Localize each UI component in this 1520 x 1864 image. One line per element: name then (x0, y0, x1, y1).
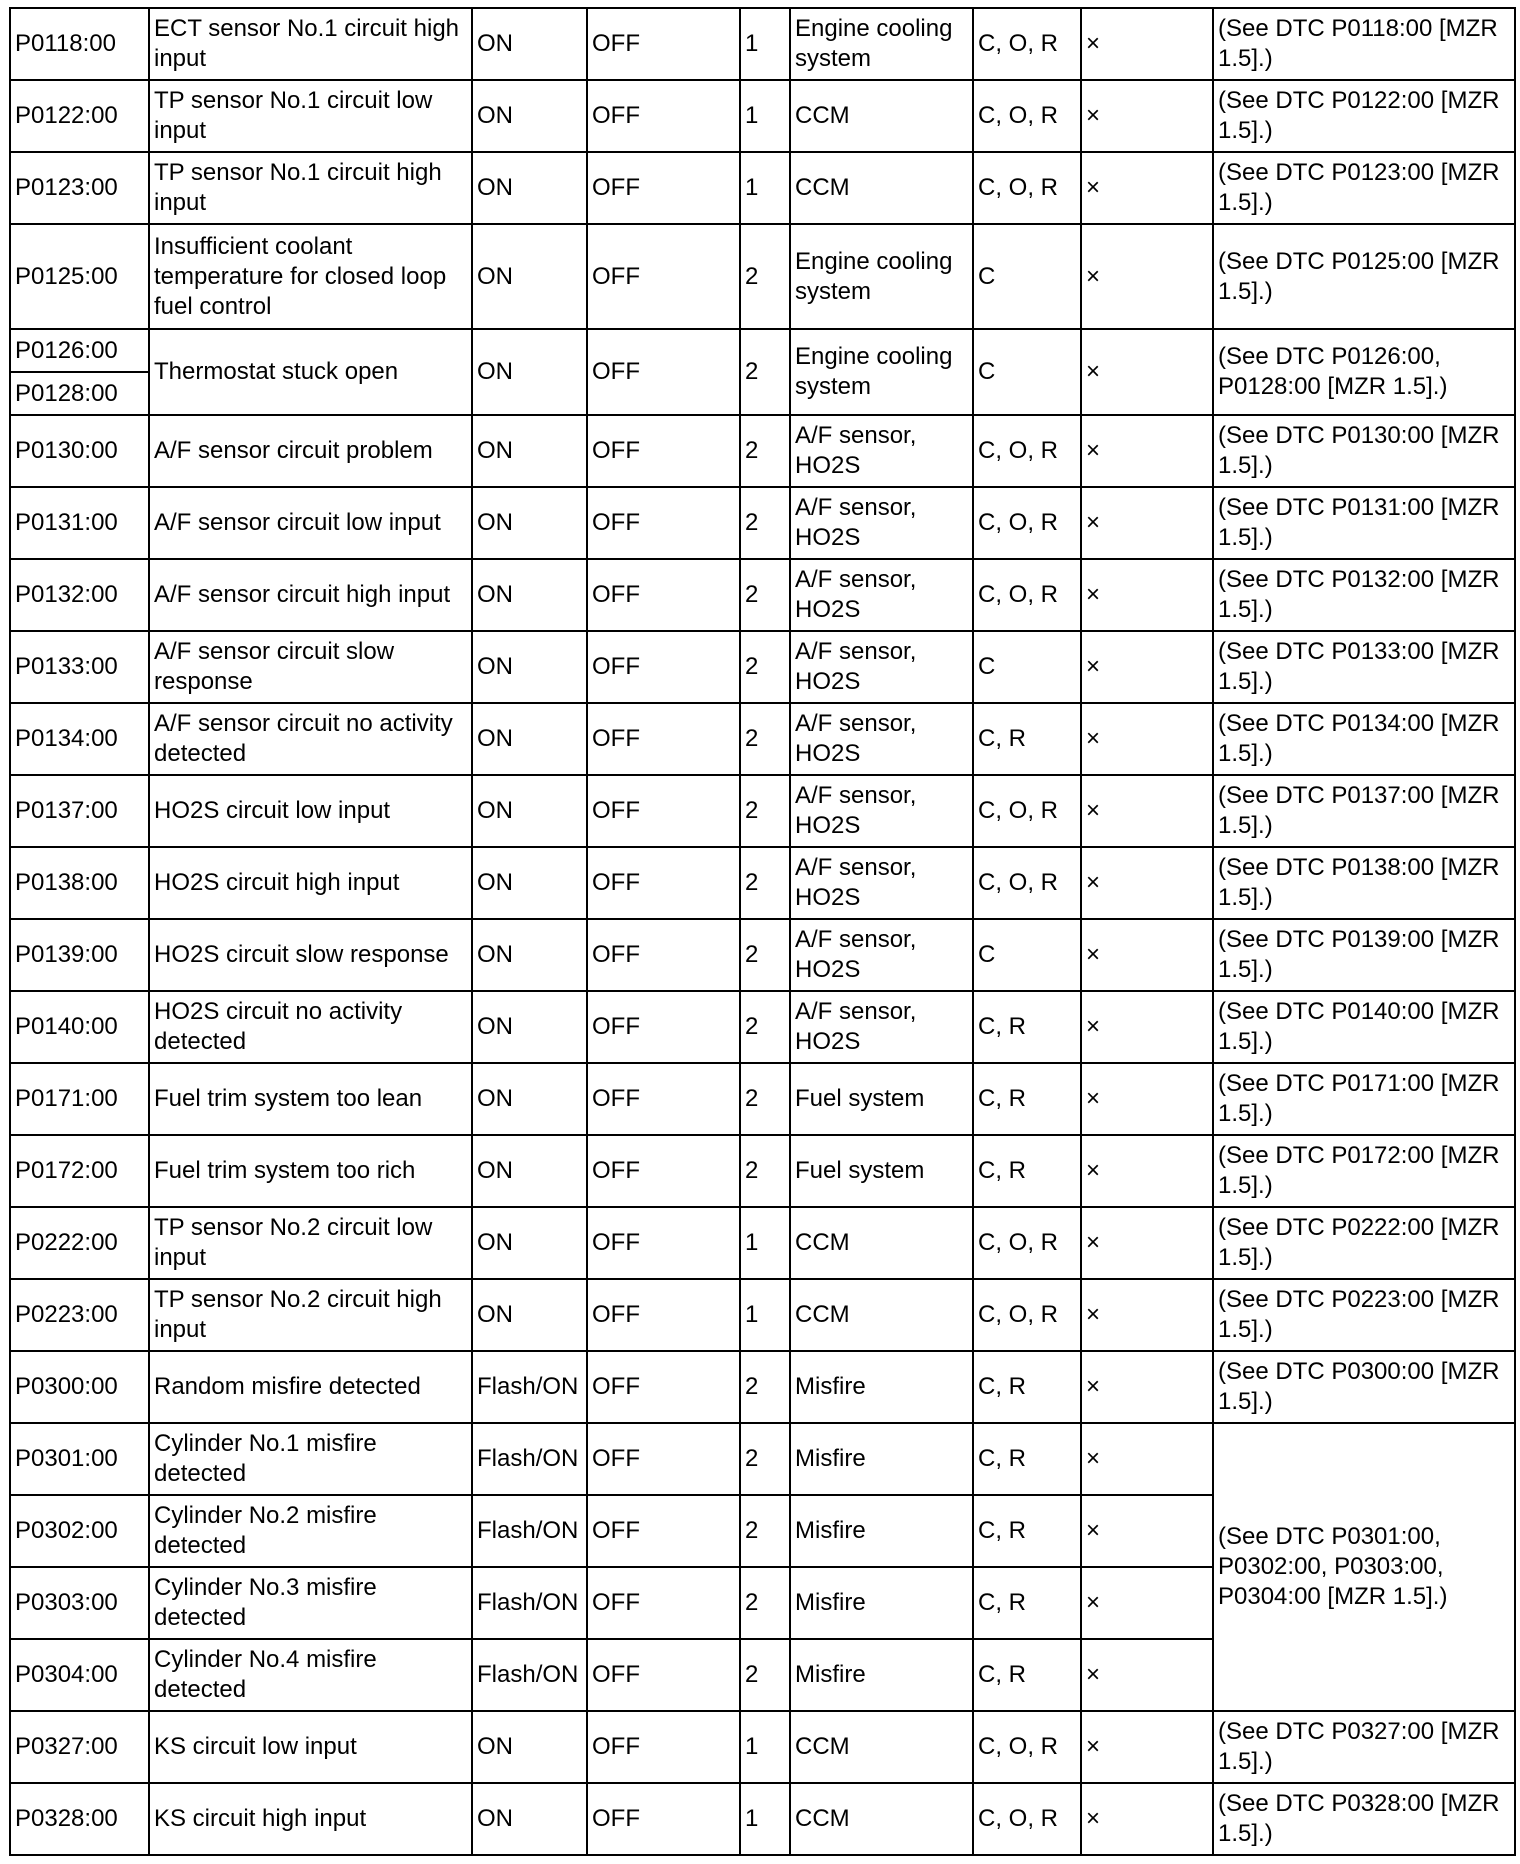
mil-status: ON (472, 224, 587, 329)
drive-status: OFF (587, 919, 740, 991)
dtc-description: Fuel trim system too lean (149, 1063, 472, 1135)
monitor-item: A/F sensor, HO2S (790, 487, 973, 559)
dtc-type: C (973, 919, 1081, 991)
reference-link[interactable]: (See DTC P0138:00 [MZR 1.5].) (1213, 847, 1515, 919)
reference-link[interactable]: (See DTC P0122:00 [MZR 1.5].) (1213, 80, 1515, 152)
monitor-item: Misfire (790, 1423, 973, 1495)
table-row (10, 919, 1515, 991)
monitor-item: CCM (790, 152, 973, 224)
trip-count: 2 (740, 224, 790, 329)
dtc-table (9, 7, 1516, 1856)
monitor-item: CCM (790, 1783, 973, 1855)
dtc-type: C, O, R (973, 152, 1081, 224)
drive-status: OFF (587, 329, 740, 415)
dtc-code: P0172:00 (10, 1135, 149, 1207)
dtc-type: C, O, R (973, 775, 1081, 847)
table-row (10, 1351, 1515, 1423)
monitor-item: CCM (790, 80, 973, 152)
dtc-code: P0134:00 (10, 703, 149, 775)
mil-status: ON (472, 631, 587, 703)
dtc-description: ECT sensor No.1 circuit high input (149, 8, 472, 80)
mil-status: ON (472, 1207, 587, 1279)
mil-status: ON (472, 1135, 587, 1207)
reference-link[interactable]: (See DTC P0130:00 [MZR 1.5].) (1213, 415, 1515, 487)
dtc-code: P0304:00 (10, 1639, 149, 1711)
reference-link[interactable]: (See DTC P0123:00 [MZR 1.5].) (1213, 152, 1515, 224)
dtc-code: P0128:00 (10, 372, 149, 415)
drive-status: OFF (587, 847, 740, 919)
mil-status: ON (472, 847, 587, 919)
dtc-type: C, R (973, 1495, 1081, 1567)
table-row (10, 847, 1515, 919)
mark-cell: × (1081, 1423, 1213, 1495)
table-row (10, 8, 1515, 80)
trip-count: 2 (740, 1423, 790, 1495)
drive-status: OFF (587, 703, 740, 775)
drive-status: OFF (587, 152, 740, 224)
reference-link[interactable]: (See DTC P0327:00 [MZR 1.5].) (1213, 1711, 1515, 1783)
dtc-type: C, O, R (973, 1711, 1081, 1783)
dtc-type: C, O, R (973, 415, 1081, 487)
monitor-item: A/F sensor, HO2S (790, 991, 973, 1063)
dtc-code: P0125:00 (10, 224, 149, 329)
mark-cell: × (1081, 1639, 1213, 1711)
table-row (10, 991, 1515, 1063)
dtc-type: C, O, R (973, 1279, 1081, 1351)
table-row (10, 1711, 1515, 1783)
trip-count: 1 (740, 1711, 790, 1783)
dtc-code: P0303:00 (10, 1567, 149, 1639)
dtc-description: Cylinder No.4 misfire detected (149, 1639, 472, 1711)
dtc-code: P0140:00 (10, 991, 149, 1063)
trip-count: 2 (740, 487, 790, 559)
dtc-code: P0300:00 (10, 1351, 149, 1423)
mil-status: ON (472, 703, 587, 775)
drive-status: OFF (587, 1567, 740, 1639)
dtc-description: TP sensor No.1 circuit high input (149, 152, 472, 224)
dtc-description: Cylinder No.2 misfire detected (149, 1495, 472, 1567)
dtc-code: P0132:00 (10, 559, 149, 631)
monitor-item: Fuel system (790, 1135, 973, 1207)
trip-count: 2 (740, 775, 790, 847)
dtc-description: Cylinder No.1 misfire detected (149, 1423, 472, 1495)
table-row (10, 1207, 1515, 1279)
trip-count: 2 (740, 1567, 790, 1639)
mark-cell: × (1081, 1711, 1213, 1783)
mil-status: ON (472, 80, 587, 152)
reference-link[interactable]: (See DTC P0118:00 [MZR 1.5].) (1213, 8, 1515, 80)
mil-status: ON (472, 8, 587, 80)
table-row (10, 1279, 1515, 1351)
mark-cell: × (1081, 80, 1213, 152)
mark-cell: × (1081, 1063, 1213, 1135)
dtc-code: P0131:00 (10, 487, 149, 559)
dtc-type: C, R (973, 1567, 1081, 1639)
dtc-code: P0139:00 (10, 919, 149, 991)
mil-status: Flash/ON (472, 1423, 587, 1495)
dtc-type: C (973, 631, 1081, 703)
drive-status: OFF (587, 224, 740, 329)
table-row (10, 631, 1515, 703)
mil-status: ON (472, 152, 587, 224)
trip-count: 2 (740, 847, 790, 919)
dtc-description: Thermostat stuck open (149, 329, 472, 415)
reference-link[interactable]: (See DTC P0140:00 [MZR 1.5].) (1213, 991, 1515, 1063)
table-row (10, 703, 1515, 775)
reference-link[interactable]: (See DTC P0300:00 [MZR 1.5].) (1213, 1351, 1515, 1423)
dtc-type: C, R (973, 1423, 1081, 1495)
drive-status: OFF (587, 775, 740, 847)
trip-count: 2 (740, 1495, 790, 1567)
dtc-description: A/F sensor circuit high input (149, 559, 472, 631)
mil-status: ON (472, 559, 587, 631)
mark-cell: × (1081, 703, 1213, 775)
reference-link[interactable]: (See DTC P0132:00 [MZR 1.5].) (1213, 559, 1515, 631)
dtc-code: P0118:00 (10, 8, 149, 80)
dtc-type: C, O, R (973, 487, 1081, 559)
mark-cell: × (1081, 1135, 1213, 1207)
table-row (10, 415, 1515, 487)
trip-count: 1 (740, 1207, 790, 1279)
dtc-code: P0122:00 (10, 80, 149, 152)
mark-cell: × (1081, 559, 1213, 631)
dtc-code: P0222:00 (10, 1207, 149, 1279)
dtc-description: HO2S circuit no activity detected (149, 991, 472, 1063)
reference-link[interactable]: (See DTC P0171:00 [MZR 1.5].) (1213, 1063, 1515, 1135)
mil-status: Flash/ON (472, 1639, 587, 1711)
table-row (10, 559, 1515, 631)
dtc-code: P0133:00 (10, 631, 149, 703)
reference-link[interactable]: (See DTC P0139:00 [MZR 1.5].) (1213, 919, 1515, 991)
drive-status: OFF (587, 1423, 740, 1495)
dtc-code: P0327:00 (10, 1711, 149, 1783)
trip-count: 2 (740, 703, 790, 775)
mil-status: ON (472, 991, 587, 1063)
trip-count: 1 (740, 8, 790, 80)
monitor-item: A/F sensor, HO2S (790, 559, 973, 631)
monitor-item: Misfire (790, 1567, 973, 1639)
trip-count: 2 (740, 1063, 790, 1135)
dtc-description: KS circuit high input (149, 1783, 472, 1855)
dtc-type: C (973, 224, 1081, 329)
mil-status: ON (472, 487, 587, 559)
dtc-code: P0223:00 (10, 1279, 149, 1351)
trip-count: 1 (740, 80, 790, 152)
monitor-item: Fuel system (790, 1063, 973, 1135)
trip-count: 2 (740, 631, 790, 703)
monitor-item: Engine cooling system (790, 224, 973, 329)
dtc-description: Insufficient coolant temperature for closed loop fuel control (149, 224, 472, 329)
dtc-description: KS circuit low input (149, 1711, 472, 1783)
dtc-code: P0137:00 (10, 775, 149, 847)
mark-cell: × (1081, 919, 1213, 991)
dtc-type: C (973, 329, 1081, 415)
dtc-type: C, R (973, 1351, 1081, 1423)
drive-status: OFF (587, 415, 740, 487)
dtc-description: Random misfire detected (149, 1351, 472, 1423)
dtc-code: P0138:00 (10, 847, 149, 919)
dtc-description: HO2S circuit low input (149, 775, 472, 847)
reference-link[interactable]: (See DTC P0223:00 [MZR 1.5].) (1213, 1279, 1515, 1351)
monitor-item: Engine cooling system (790, 8, 973, 80)
trip-count: 1 (740, 152, 790, 224)
monitor-item: A/F sensor, HO2S (790, 919, 973, 991)
table-row (10, 1423, 1515, 1495)
drive-status: OFF (587, 8, 740, 80)
dtc-type: C, O, R (973, 8, 1081, 80)
dtc-type: C, R (973, 1639, 1081, 1711)
dtc-code: P0171:00 (10, 1063, 149, 1135)
monitor-item: Misfire (790, 1639, 973, 1711)
table-row (10, 1783, 1515, 1855)
mark-cell: × (1081, 8, 1213, 80)
dtc-type: C, R (973, 1063, 1081, 1135)
reference-link[interactable]: (See DTC P0172:00 [MZR 1.5].) (1213, 1135, 1515, 1207)
drive-status: OFF (587, 487, 740, 559)
trip-count: 1 (740, 1279, 790, 1351)
monitor-item: A/F sensor, HO2S (790, 415, 973, 487)
trip-count: 1 (740, 1783, 790, 1855)
mark-cell: × (1081, 224, 1213, 329)
drive-status: OFF (587, 991, 740, 1063)
reference-link[interactable]: (See DTC P0134:00 [MZR 1.5].) (1213, 703, 1515, 775)
reference-link[interactable]: (See DTC P0328:00 [MZR 1.5].) (1213, 1783, 1515, 1855)
dtc-code: P0301:00 (10, 1423, 149, 1495)
table-row (10, 224, 1515, 329)
trip-count: 2 (740, 991, 790, 1063)
trip-count: 2 (740, 919, 790, 991)
mil-status: ON (472, 775, 587, 847)
dtc-code: P0126:00 (10, 329, 149, 372)
reference-link[interactable]: (See DTC P0133:00 [MZR 1.5].) (1213, 631, 1515, 703)
mil-status: ON (472, 919, 587, 991)
reference-link[interactable]: (See DTC P0222:00 [MZR 1.5].) (1213, 1207, 1515, 1279)
trip-count: 2 (740, 559, 790, 631)
table-row (10, 775, 1515, 847)
dtc-type: C, O, R (973, 80, 1081, 152)
mil-status: Flash/ON (472, 1495, 587, 1567)
dtc-description: A/F sensor circuit slow response (149, 631, 472, 703)
dtc-type: C, R (973, 1135, 1081, 1207)
drive-status: OFF (587, 1711, 740, 1783)
dtc-description: TP sensor No.2 circuit high input (149, 1279, 472, 1351)
dtc-type: C, R (973, 991, 1081, 1063)
drive-status: OFF (587, 1207, 740, 1279)
mark-cell: × (1081, 152, 1213, 224)
reference-link[interactable]: (See DTC P0137:00 [MZR 1.5].) (1213, 775, 1515, 847)
mil-status: Flash/ON (472, 1567, 587, 1639)
drive-status: OFF (587, 1351, 740, 1423)
mark-cell: × (1081, 487, 1213, 559)
monitor-item: A/F sensor, HO2S (790, 847, 973, 919)
trip-count: 2 (740, 1135, 790, 1207)
table-row (10, 329, 1515, 372)
dtc-description: HO2S circuit slow response (149, 919, 472, 991)
trip-count: 2 (740, 1351, 790, 1423)
monitor-item: A/F sensor, HO2S (790, 775, 973, 847)
dtc-code: P0328:00 (10, 1783, 149, 1855)
dtc-description: A/F sensor circuit low input (149, 487, 472, 559)
dtc-description: HO2S circuit high input (149, 847, 472, 919)
table-row (10, 80, 1515, 152)
monitor-item: CCM (790, 1711, 973, 1783)
table-row (10, 487, 1515, 559)
dtc-type: C, R (973, 703, 1081, 775)
mil-status: Flash/ON (472, 1351, 587, 1423)
drive-status: OFF (587, 1639, 740, 1711)
trip-count: 2 (740, 329, 790, 415)
mark-cell: × (1081, 1279, 1213, 1351)
reference-link[interactable]: (See DTC P0125:00 [MZR 1.5].) (1213, 224, 1515, 329)
mil-status: ON (472, 329, 587, 415)
reference-link[interactable]: (See DTC P0131:00 [MZR 1.5].) (1213, 487, 1515, 559)
dtc-code: P0130:00 (10, 415, 149, 487)
dtc-code: P0123:00 (10, 152, 149, 224)
monitor-item: A/F sensor, HO2S (790, 631, 973, 703)
drive-status: OFF (587, 1063, 740, 1135)
mil-status: ON (472, 1711, 587, 1783)
mil-status: ON (472, 415, 587, 487)
dtc-description: TP sensor No.1 circuit low input (149, 80, 472, 152)
drive-status: OFF (587, 1495, 740, 1567)
mark-cell: × (1081, 1567, 1213, 1639)
mark-cell: × (1081, 329, 1213, 415)
dtc-type: C, O, R (973, 1207, 1081, 1279)
mark-cell: × (1081, 775, 1213, 847)
monitor-item: Engine cooling system (790, 329, 973, 415)
table-row (10, 1135, 1515, 1207)
dtc-description: A/F sensor circuit no activity detected (149, 703, 472, 775)
drive-status: OFF (587, 559, 740, 631)
mark-cell: × (1081, 1495, 1213, 1567)
table-row (10, 152, 1515, 224)
drive-status: OFF (587, 631, 740, 703)
monitor-item: CCM (790, 1207, 973, 1279)
monitor-item: CCM (790, 1279, 973, 1351)
drive-status: OFF (587, 1279, 740, 1351)
dtc-code: P0302:00 (10, 1495, 149, 1567)
dtc-type: C, O, R (973, 847, 1081, 919)
mark-cell: × (1081, 415, 1213, 487)
mark-cell: × (1081, 1783, 1213, 1855)
reference-link[interactable]: (See DTC P0301:00, P0302:00, P0303:00, P0304:00 [MZR 1.5].) (1213, 1423, 1515, 1711)
monitor-item: Misfire (790, 1351, 973, 1423)
drive-status: OFF (587, 80, 740, 152)
dtc-description: Fuel trim system too rich (149, 1135, 472, 1207)
mil-status: ON (472, 1279, 587, 1351)
drive-status: OFF (587, 1135, 740, 1207)
mark-cell: × (1081, 991, 1213, 1063)
dtc-type: C, O, R (973, 1783, 1081, 1855)
mark-cell: × (1081, 1351, 1213, 1423)
dtc-description: TP sensor No.2 circuit low input (149, 1207, 472, 1279)
dtc-description: Cylinder No.3 misfire detected (149, 1567, 472, 1639)
trip-count: 2 (740, 415, 790, 487)
dtc-type: C, O, R (973, 559, 1081, 631)
mil-status: ON (472, 1783, 587, 1855)
drive-status: OFF (587, 1783, 740, 1855)
monitor-item: A/F sensor, HO2S (790, 703, 973, 775)
dtc-description: A/F sensor circuit problem (149, 415, 472, 487)
monitor-item: Misfire (790, 1495, 973, 1567)
table-row (10, 1063, 1515, 1135)
mark-cell: × (1081, 1207, 1213, 1279)
mil-status: ON (472, 1063, 587, 1135)
mark-cell: × (1081, 631, 1213, 703)
mark-cell: × (1081, 847, 1213, 919)
trip-count: 2 (740, 1639, 790, 1711)
reference-link[interactable]: (See DTC P0126:00, P0128:00 [MZR 1.5].) (1213, 329, 1515, 415)
